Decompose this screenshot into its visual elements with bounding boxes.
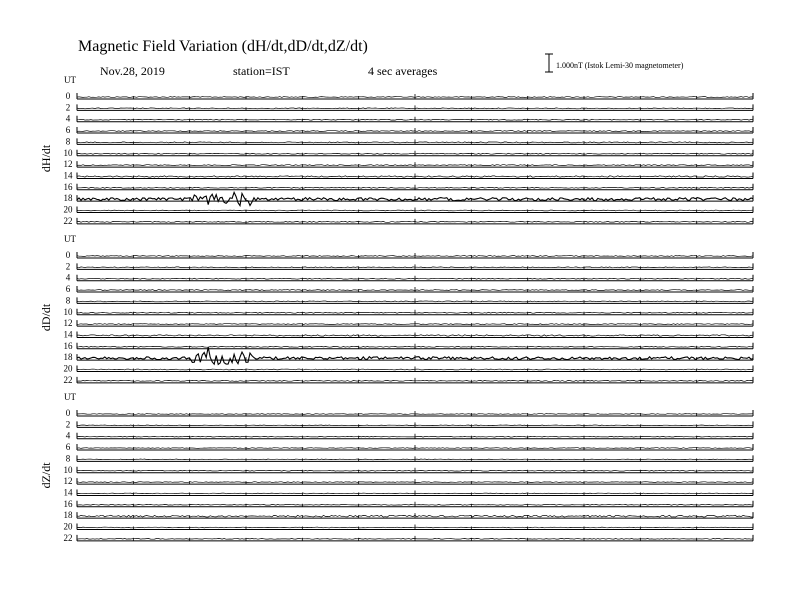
row-label-dzdt-16: 16 [63, 498, 73, 509]
row-label-dhdt-4: 4 [65, 113, 71, 124]
row-label-dhdt-12: 12 [63, 159, 73, 170]
row-label-dhdt-8: 8 [65, 136, 71, 147]
row-label-dzdt-4: 4 [65, 430, 71, 441]
row-label-dddt-16: 16 [63, 340, 73, 351]
ut-label-dhdt: UT [64, 75, 76, 85]
trace-dzdt-16 [77, 504, 753, 505]
row-label-dhdt-2: 2 [65, 102, 71, 113]
date-label: Nov.28, 2019 [100, 64, 165, 78]
ylabel-dddt: dD/dt [39, 303, 53, 332]
trace-dzdt-0 [77, 414, 753, 415]
row-label-dddt-18: 18 [63, 352, 73, 363]
row-label-dddt-0: 0 [65, 250, 71, 260]
ut-label-dzdt: UT [64, 392, 76, 402]
row-label-dhdt-14: 14 [63, 170, 73, 181]
row-label-dhdt-22: 22 [63, 215, 73, 226]
row-label-dzdt-6: 6 [65, 442, 71, 453]
row-label-dhdt-6: 6 [65, 125, 71, 136]
chart-title: Magnetic Field Variation (dH/dt,dD/dt,dZ/dt) [78, 38, 368, 55]
row-label-dddt-8: 8 [65, 295, 71, 306]
row-label-dddt-4: 4 [65, 272, 71, 283]
row-label-dddt-12: 12 [63, 318, 73, 329]
row-label-dzdt-10: 10 [63, 464, 73, 475]
row-label-dhdt-20: 20 [63, 204, 73, 215]
row-label-dddt-22: 22 [63, 374, 73, 385]
row-label-dzdt-20: 20 [63, 521, 73, 532]
row-label-dzdt-8: 8 [65, 453, 71, 464]
ylabel-dzdt: dZ/dt [39, 462, 53, 489]
scale-bar-label: 1.000nT (Istok Lemi-30 magnetometer) [556, 61, 684, 70]
ut-label-dddt: UT [64, 234, 76, 244]
trace-dhdt-4 [77, 119, 753, 120]
station-label: station=IST [233, 64, 290, 78]
row-label-dhdt-16: 16 [63, 181, 73, 192]
averaging-label: 4 sec averages [368, 64, 438, 78]
row-label-dddt-6: 6 [65, 284, 71, 295]
row-label-dzdt-0: 0 [65, 408, 71, 418]
row-label-dddt-2: 2 [65, 261, 71, 272]
row-label-dhdt-0: 0 [65, 91, 71, 101]
row-label-dddt-20: 20 [63, 363, 73, 374]
ylabel-dhdt: dH/dt [39, 144, 53, 173]
row-label-dhdt-10: 10 [63, 147, 73, 158]
row-label-dzdt-18: 18 [63, 510, 73, 521]
row-label-dzdt-2: 2 [65, 419, 71, 430]
row-label-dzdt-12: 12 [63, 476, 73, 487]
row-label-dzdt-14: 14 [63, 487, 73, 498]
row-label-dhdt-18: 18 [63, 193, 73, 204]
row-label-dddt-10: 10 [63, 306, 73, 317]
trace-dhdt-18 [77, 192, 753, 205]
row-label-dzdt-22: 22 [63, 532, 73, 543]
row-label-dddt-14: 14 [63, 329, 73, 340]
